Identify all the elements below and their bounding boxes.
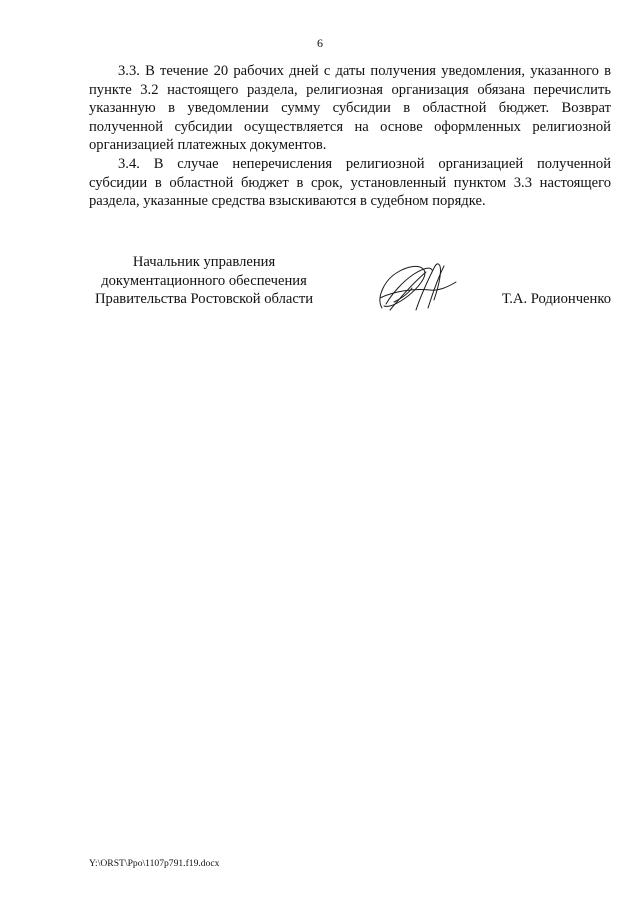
page-number: 6 <box>317 36 323 50</box>
signature-title-line-2: документационного обеспечения <box>101 272 307 289</box>
document-body <box>89 62 611 211</box>
handwritten-signature <box>372 258 462 316</box>
paragraph-3-3: 3.3. В течение 20 рабочих дней с даты получения уведомления, указанного в пункте 3.2 настоящего раздела, религиозная организация обязана перечислить указанную в уведомлении сумму субсидии в областной бюджет. Возврат полученной субсидии осуществляется на основе оформленных религиозной организацией платежных документов. <box>89 63 611 154</box>
footer-file-path: Y:\ORST\Ppo\1107p791.f19.docx <box>89 858 220 869</box>
signature-title-block <box>89 253 319 309</box>
signature-title-line-1: Начальник управления <box>132 254 276 270</box>
paragraph-3-4: 3.4. В случае неперечисления религиозной организацией полученной субсидии в областной бюджет в срок, установленный пунктом 3.3 настоящего раздела, указанные средства взыскиваются в судебном порядке. <box>89 155 611 210</box>
signatory-name: Т.А. Родионченко <box>501 291 611 307</box>
signature-title-line-3: Правительства Ростовской области <box>94 291 314 308</box>
